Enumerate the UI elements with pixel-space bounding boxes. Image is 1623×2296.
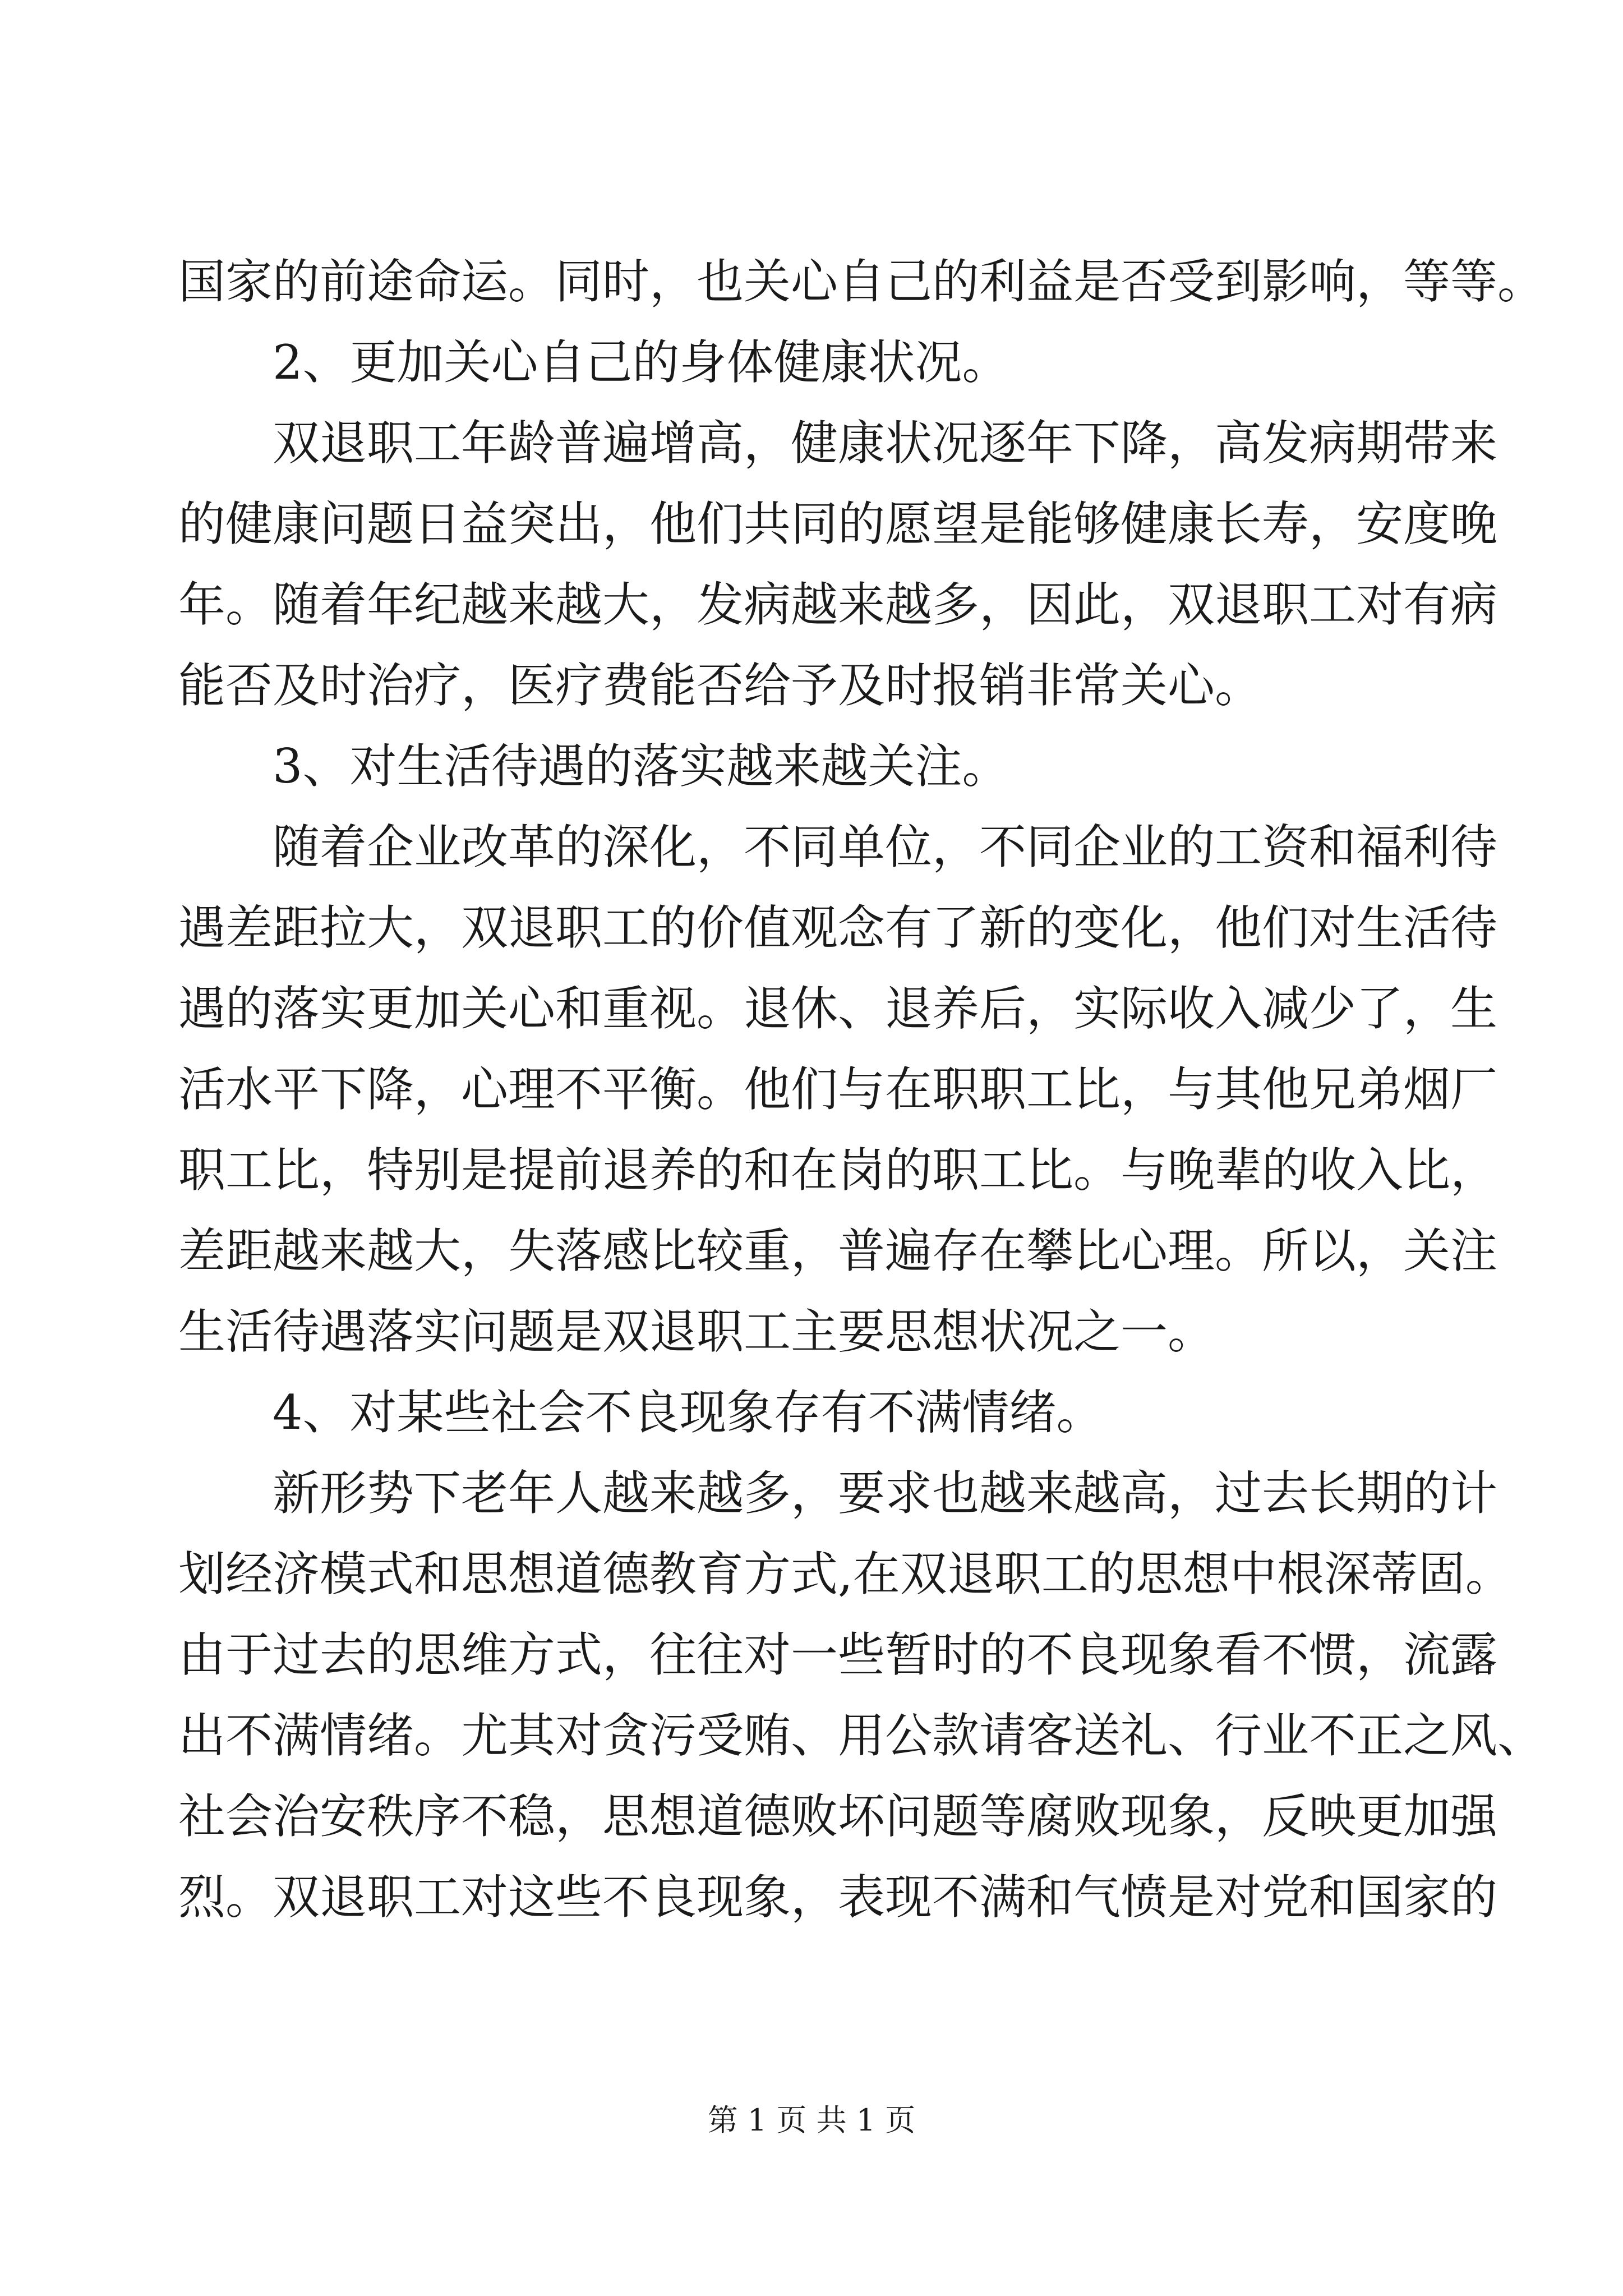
text-line: 3、对生活待遇的落实越来越关注。 [273,739,1009,794]
text-line: 由于过去的思维方式，往往对一些暂时的不良现象看不惯，流露 [178,1627,1498,1682]
text-line: 生活待遇落实问题是双退职工主要思想状况之一。 [178,1304,1215,1359]
text-line: 出不满情绪。尤其对贪污受贿、用公款请客送礼、行业不正之风、 [178,1708,1545,1763]
text-line: 年。随着年纪越来越大，发病越来越多，因此，双退职工对有病 [178,577,1498,632]
text-line: 2、更加关心自己的身体健康状况。 [273,335,1009,390]
text-line: 职工比，特别是提前退养的和在岗的职工比。与晚辈的收入比， [178,1143,1498,1198]
text-line: 差距越来越大，失落感比较重，普遍存在攀比心理。所以，关注 [178,1223,1498,1278]
text-line: 随着企业改革的深化，不同单位，不同企业的工资和福利待 [273,820,1498,875]
text-line: 社会治安秩序不稳，思想道德败坏问题等腐败现象，反映更加强 [178,1789,1498,1844]
page-footer: 第 1 页 共 1 页 [707,2102,916,2138]
text-line: 活水平下降，心理不平衡。他们与在职职工比，与其他兄弟烟厂 [178,1062,1498,1117]
text-line: 新形势下老年人越来越多，要求也越来越高，过去长期的计 [273,1466,1498,1521]
text-line: 的健康问题日益突出，他们共同的愿望是能够健康长寿，安度晚 [178,496,1498,551]
text-line: 遇差距拉大，双退职工的价值观念有了新的变化，他们对生活待 [178,900,1498,955]
text-line: 4、对某些社会不良现象存有不满情绪。 [273,1385,1104,1440]
text-line: 遇的落实更加关心和重视。退休、退养后，实际收入减少了，生 [178,981,1498,1036]
text-line: 双退职工年龄普遍增高，健康状况逐年下降，高发病期带来 [273,416,1498,471]
document-body [178,241,1545,1938]
text-line: 烈。双退职工对这些不良现象，表现不满和气愤是对党和国家的 [178,1870,1498,1925]
text-line: 国家的前途命运。同时，也关心自己的利益是否受到影响，等等。 [178,254,1545,309]
text-line: 划经济模式和思想道德教育方式,在双退职工的思想中根深蒂固。 [178,1547,1513,1602]
text-line: 能否及时治疗，医疗费能否给予及时报销非常关心。 [178,658,1262,713]
